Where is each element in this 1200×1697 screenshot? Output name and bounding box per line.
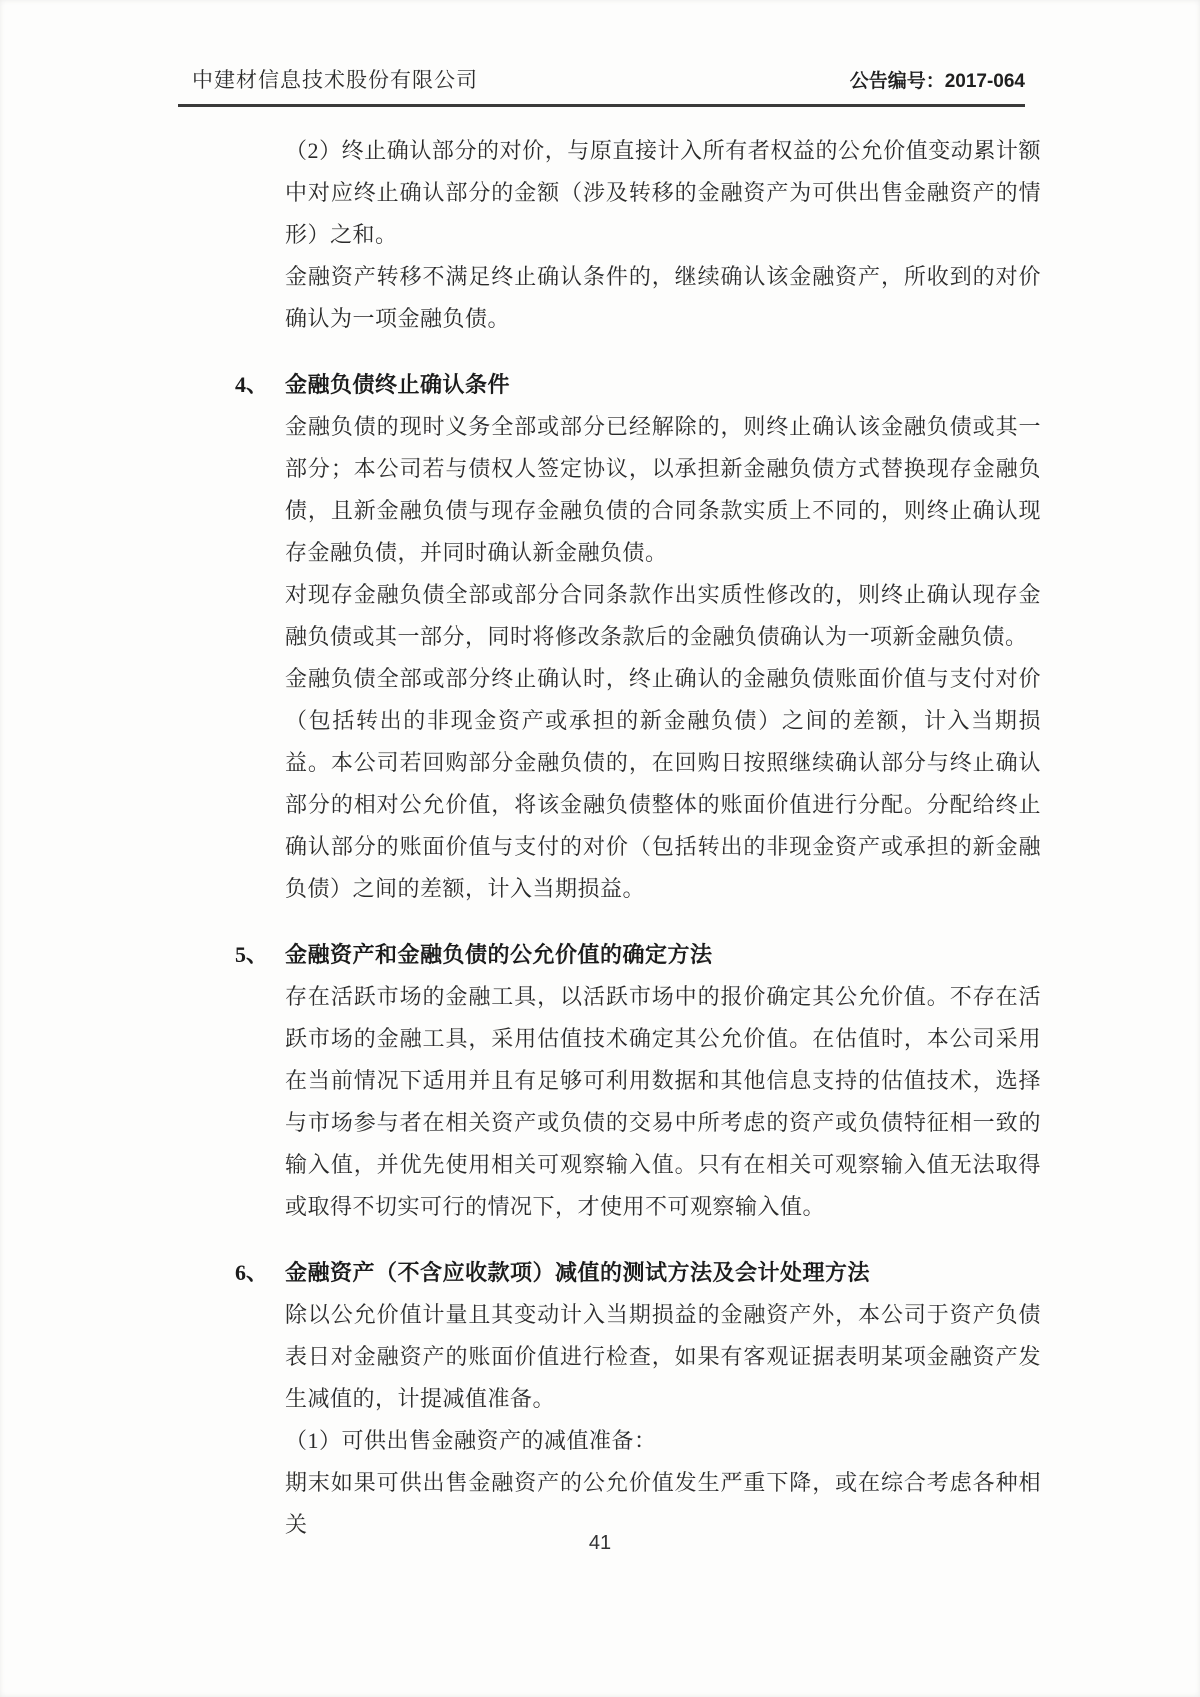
paragraph: 除以公允价值计量且其变动计入当期损益的金融资产外，本公司于资产负债表日对金融资产的账面价值进行检查，如果有客观证据表明某项金融资产发生减值的，计提减值准备。	[285, 1302, 1041, 1411]
paragraph: 金融负债的现时义务全部或部分已经解除的，则终止确认该金融负债或其一部分；本公司若与债权人签定协议，以承担新金融负债方式替换现存金融负债，且新金融负债与现存金融负债的合同条款实质上不同的，则终止确认现存金融负债，并同时确认新金融负债。	[285, 414, 1041, 565]
section-heading-6	[235, 1252, 1041, 1294]
section-title: 金融资产（不含应收款项）减值的测试方法及会计处理方法	[285, 1260, 871, 1285]
document-body	[235, 130, 1041, 1546]
section-title: 金融资产和金融负债的公允价值的确定方法	[285, 942, 713, 967]
paragraph: （1）可供出售金融资产的减值准备：	[285, 1428, 657, 1453]
section-title: 金融负债终止确认条件	[285, 372, 511, 397]
section-heading-4	[235, 364, 1041, 406]
notice-label: 公告编号：	[849, 71, 945, 92]
paragraph: 存在活跃市场的金融工具，以活跃市场中的报价确定其公允价值。不存在活跃市场的金融工具，采用估值技术确定其公允价值。在估值时，本公司采用在当前情况下适用并且有足够可利用数据和其他信息支持的估值技术，选择与市场参与者在相关资产或负债的交易中所考虑的资产或负债特征相一致的输入值，并优先使用相关可观察输入值。只有在相关可观察输入值无法取得或取得不切实可行的情况下，才使用不可观察输入值。	[285, 984, 1041, 1219]
header-divider	[178, 104, 1025, 107]
notice-number-value: 2017-064	[944, 71, 1025, 92]
header-row	[178, 64, 1025, 104]
section-number: 5、	[235, 942, 269, 967]
page-number: 41	[588, 1532, 612, 1554]
notice-number	[850, 66, 1025, 93]
section-number: 4、	[235, 372, 269, 397]
paragraph: 对现存金融负债全部或部分合同条款作出实质性修改的，则终止确认现存金融负债或其一部分，同时将修改条款后的金融负债确认为一项新金融负债。	[285, 582, 1041, 649]
paragraph: （2）终止确认部分的对价，与原直接计入所有者权益的公允价值变动累计额中对应终止确认部分的金额（涉及转移的金融资产为可供出售金融资产的情形）之和。	[285, 138, 1041, 247]
paragraph: 金融资产转移不满足终止确认条件的，继续确认该金融资产，所收到的对价确认为一项金融负债。	[285, 264, 1041, 331]
company-name: 中建材信息技术股份有限公司	[192, 68, 478, 92]
page-header	[178, 64, 1025, 107]
paragraph: 期末如果可供出售金融资产的公允价值发生严重下降，或在综合考虑各种相关	[285, 1470, 1041, 1537]
page-footer	[0, 1532, 1200, 1555]
section-number: 6、	[235, 1260, 269, 1285]
paragraph: 金融负债全部或部分终止确认时，终止确认的金融负债账面价值与支付对价（包括转出的非现金资产或承担的新金融负债）之间的差额，计入当期损益。本公司若回购部分金融负债的，在回购日按照继续确认部分与终止确认部分的相对公允价值，将该金融负债整体的账面价值进行分配。分配给终止确认部分的账面价值与支付的对价（包括转出的非现金资产或承担的新金融负债）之间的差额，计入当期损益。	[285, 666, 1041, 901]
section-heading-5	[235, 934, 1041, 976]
